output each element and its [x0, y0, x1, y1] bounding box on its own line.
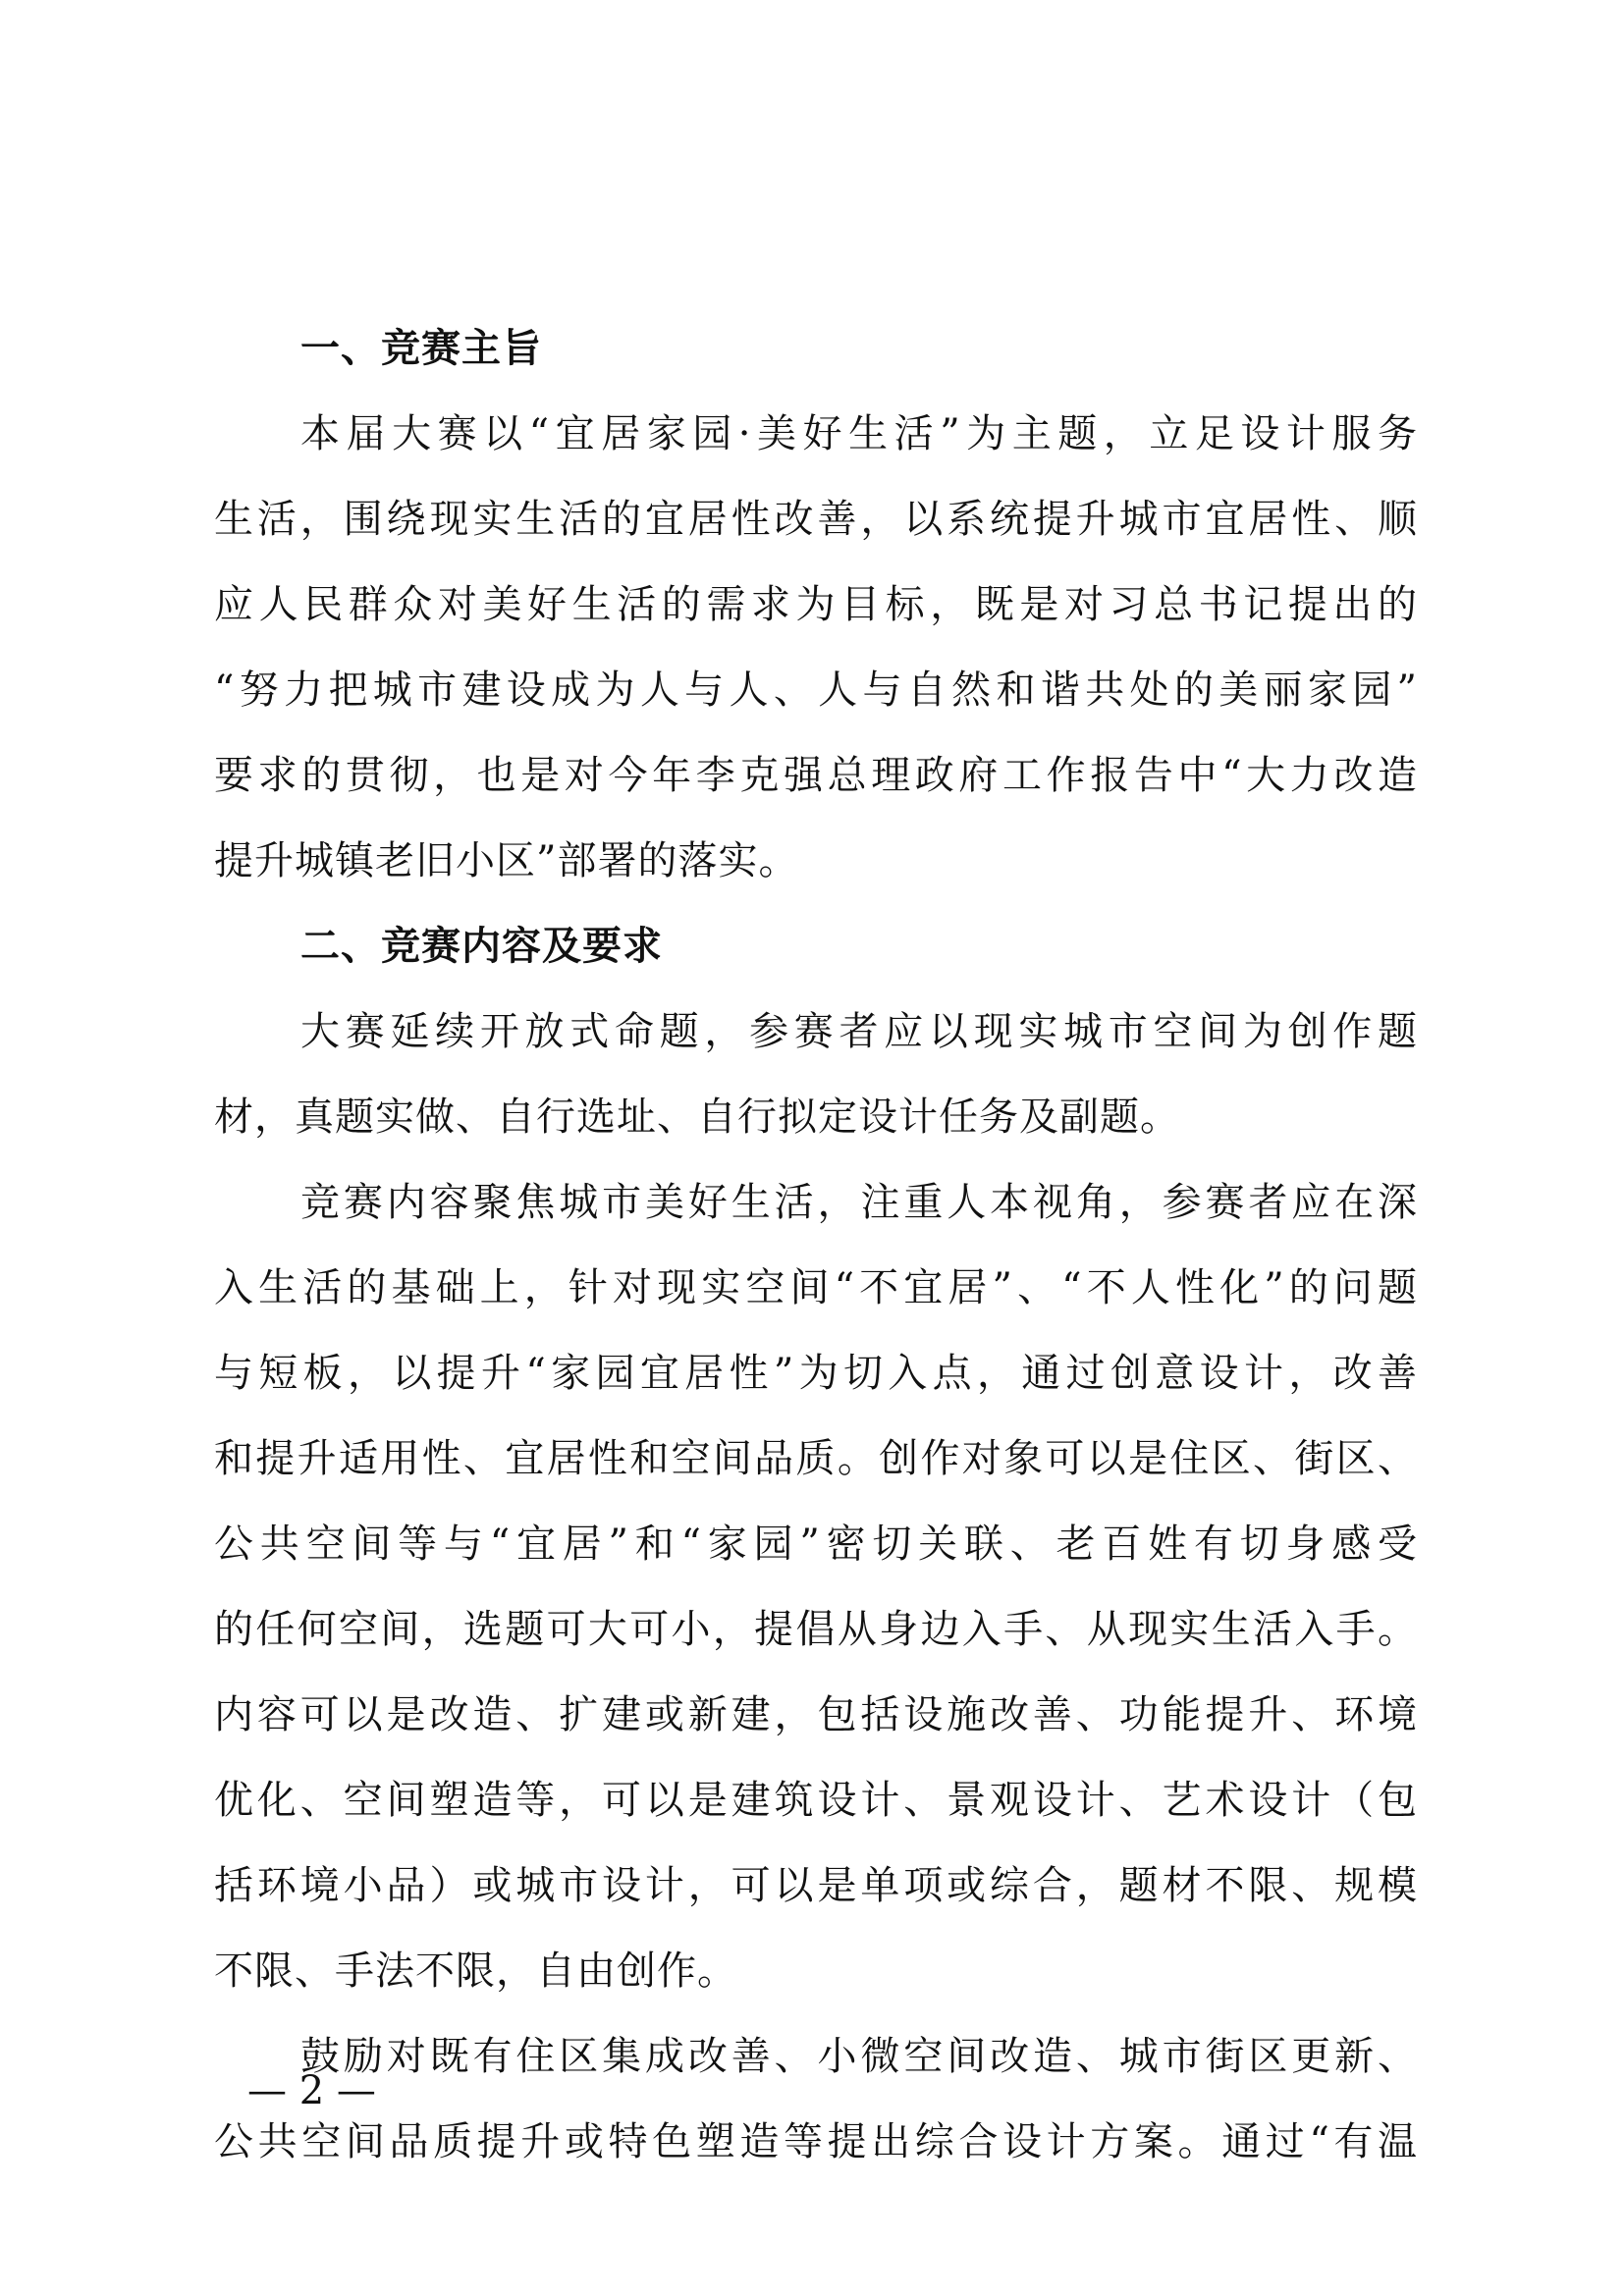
paragraph-content-focus: [214, 1160, 1418, 2014]
document-body: [214, 306, 1418, 2185]
text-line: 入生活的基础上，针对现实空间“不宜居”、“不人性化”的问题: [214, 1265, 1418, 1310]
text-line: 不限、手法不限，自由创作。: [214, 1949, 737, 1994]
text-line: 优化、空间塑造等，可以是建筑设计、景观设计、艺术设计（包: [214, 1778, 1418, 1823]
text-line: 的任何空间，选题可大可小，提倡从身边入手、从现实生活入手。: [214, 1607, 1418, 1652]
text-line: “努力把城市建设成为人与人、人与自然和谐共处的美丽家园”: [214, 667, 1418, 713]
text-line: 鼓励对既有住区集成改善、小微空间改造、城市街区更新、: [300, 2034, 1418, 2079]
paragraph-open-topic: [214, 989, 1418, 1160]
text-line: 提升城镇老旧小区”部署的落实。: [214, 838, 799, 883]
section-heading-purpose: 一、竞赛主旨: [300, 326, 542, 371]
text-line: 材，真题实做、自行选址、自行拟定设计任务及副题。: [214, 1095, 1180, 1140]
text-line: 与短板，以提升“家园宜居性”为切入点，通过创意设计，改善: [214, 1351, 1418, 1396]
text-line: 公共空间等与“宜居”和“家园”密切关联、老百姓有切身感受: [214, 1522, 1418, 1567]
text-line: 大赛延续开放式命题，参赛者应以现实城市空间为创作题: [300, 1009, 1418, 1054]
page-number: — 2 —: [247, 2068, 376, 2113]
text-line: 括环境小品）或城市设计，可以是单项或综合，题材不限、规模: [214, 1863, 1418, 1908]
text-line: 公共空间品质提升或特色塑造等提出综合设计方案。通过“有温: [214, 2119, 1418, 2164]
text-line: 生活，围绕现实生活的宜居性改善，以系统提升城市宜居性、顺: [214, 497, 1418, 542]
section-heading-content: 二、竞赛内容及要求: [300, 924, 663, 969]
text-line: 本届大赛以“宜居家园·美好生活”为主题，立足设计服务: [300, 411, 1418, 456]
text-line: 内容可以是改造、扩建或新建，包括设施改善、功能提升、环境: [214, 1692, 1418, 1737]
paragraph-encouragement: [214, 2014, 1418, 2185]
text-line: 和提升适用性、宜居性和空间品质。创作对象可以是住区、街区、: [214, 1436, 1418, 1481]
text-line: 应人民群众对美好生活的需求为目标，既是对习总书记提出的: [214, 582, 1418, 627]
text-line: 要求的贯彻，也是对今年李克强总理政府工作报告中“大力改造: [214, 753, 1418, 798]
paragraph-purpose: [214, 392, 1418, 904]
text-line: 竞赛内容聚焦城市美好生活，注重人本视角，参赛者应在深: [300, 1180, 1418, 1225]
